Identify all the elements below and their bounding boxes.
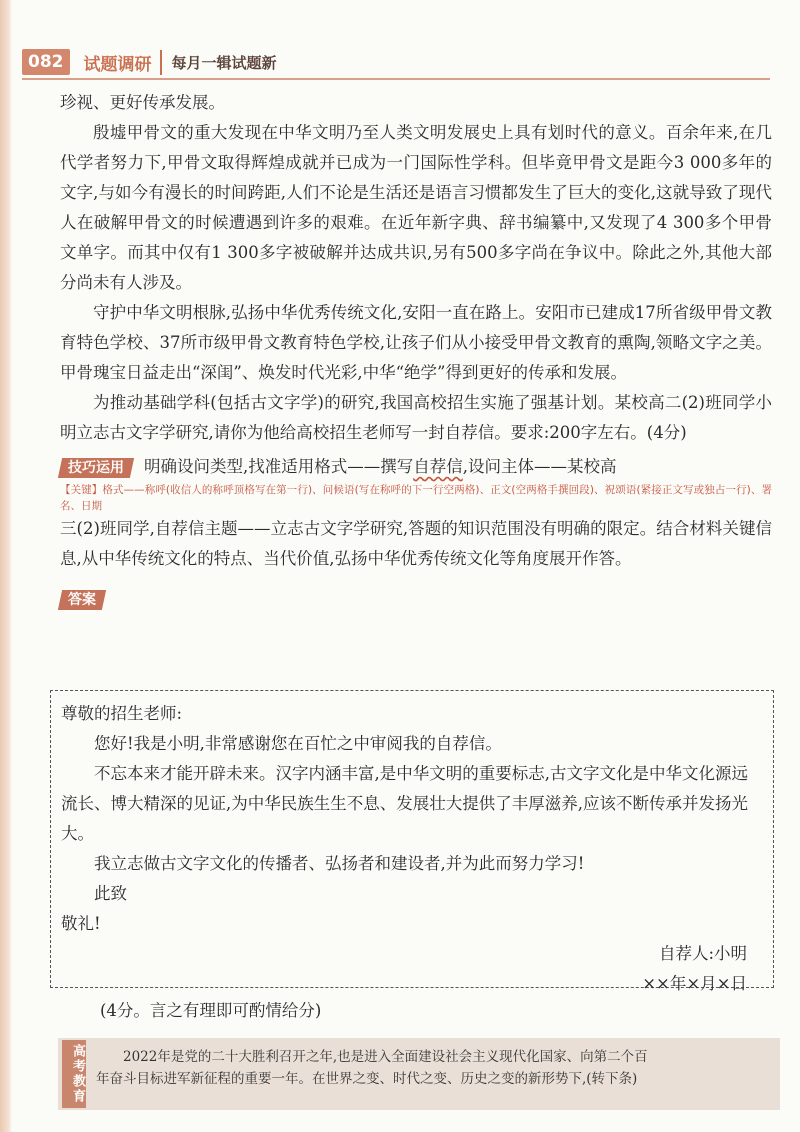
letter-body-2: 我立志做古文字文化的传播者、弘扬者和建设者,并为此而努力学习! xyxy=(94,854,585,873)
footer-side-label: 高考教育 xyxy=(62,1040,86,1108)
section-title: 试题调研 xyxy=(76,50,162,75)
letter-greeting: 您好!我是小明,非常感谢您在百忙之中审阅我的自荐信。 xyxy=(94,734,502,753)
letter-closing-1: 此致 xyxy=(94,884,127,903)
letter-signature: 自荐人:小明 xyxy=(658,944,747,963)
tip-line-1: 技巧运用 明确设问类型,找准适用格式——撰写自荐信,设问主体——某校高 xyxy=(60,452,772,482)
tip-highlight: 自荐信 xyxy=(413,457,463,476)
answer-tag-row xyxy=(60,584,772,614)
header-divider xyxy=(22,78,770,80)
answer-tag: 答案 xyxy=(58,590,106,610)
page-edge-bar xyxy=(0,0,12,1132)
footer-text xyxy=(96,1046,772,1090)
tip-line-2: 三(2)班同学,自荐信主题——立志古文字学研究,答题的知识范围没有明确的限定。结合材料关键信息,从中华传统文化的特点、当代价值,弘扬中华优秀传统文化等角度展开作答。 xyxy=(60,519,772,568)
answer-letter-box xyxy=(50,690,774,993)
letter-date: ××年×月×日 xyxy=(642,974,747,993)
footer-line-2: 年奋斗目标进军新征程的重要一年。在世界之变、时代之变、历史之变的新形势下,(转下条) xyxy=(96,1071,638,1087)
tip-section xyxy=(60,452,772,574)
passage-paragraph-2: 守护中华文明根脉,弘扬中华优秀传统文化,安阳一直在路上。安阳市已建成17所省级甲骨文教育特色学校、37所市级甲骨文教育特色学校,让孩子们从小接受甲骨文教育的熏陶,领略文字之美。甲骨瑰宝日益走出“深闺”、焕发时代光彩,中华“绝学”得到更好的传承和发展。 xyxy=(60,303,772,382)
footer-line-1: 2022年是党的二十大胜利召开之年,也是进入全面建设社会主义现代化国家、向第二个百 xyxy=(123,1049,648,1065)
passage-paragraph-0: 珍视、更好传承发展。 xyxy=(60,93,225,112)
main-content xyxy=(60,88,772,614)
scoring-note: (4分。言之有理即可酌情给分) xyxy=(100,1001,322,1020)
question-prompt: 为推动基础学科(包括古文字学)的研究,我国高校招生实施了强基计划。某校高二(2)班同学小明立志古文字学研究,请你为他给高校招生老师写一封自荐信。要求:200字左右。(4分) xyxy=(60,393,772,442)
tip-notes: 【关键】格式——称呼(收信人的称呼顶格写在第一行)、问候语(写在称呼的下一行空两格)、正文(空两格手撰回段)、祝颂语(紧接正文写或独占一行)、署名、日期 xyxy=(60,484,772,512)
letter-salutation: 尊敬的招生老师: xyxy=(61,704,183,723)
passage-paragraph-1: 殷墟甲骨文的重大发现在中华文明乃至人类文明发展史上具有划时代的意义。百余年来,在几代学者努力下,甲骨文取得辉煌成就并已成为一门国际性学科。但毕竟甲骨文是距今3 000多年的文字,与如今有漫长的时间跨距,人们不论是生活还是语言习惯都发生了巨大的变化,这就导致了现代人在破解甲骨文的时候遭遇到许多的艰难。在近年新字典、辞书编纂中,又发现了4 300多个甲骨文单字。而其中仅有1 300多字被破解并达成共识,另有500多字尚在争议中。除此之外,其他大部分尚未有人涉及。 xyxy=(60,123,772,292)
letter-closing-2: 敬礼! xyxy=(61,914,101,933)
header-subtitle: 每月一辑试题新 xyxy=(171,53,277,72)
page-number: 082 xyxy=(22,49,70,75)
letter-body-1: 不忘本来才能开辟未来。汉字内涵丰富,是中华文明的重要标志,古文字文化是中华文化源远流长、博大精深的见证,为中华民族生生不息、发展壮大提供了丰厚滋养,应该不断传承并发扬光大。 xyxy=(61,764,748,843)
tip-tag: 技巧运用 xyxy=(58,458,134,478)
page-header xyxy=(22,48,277,76)
